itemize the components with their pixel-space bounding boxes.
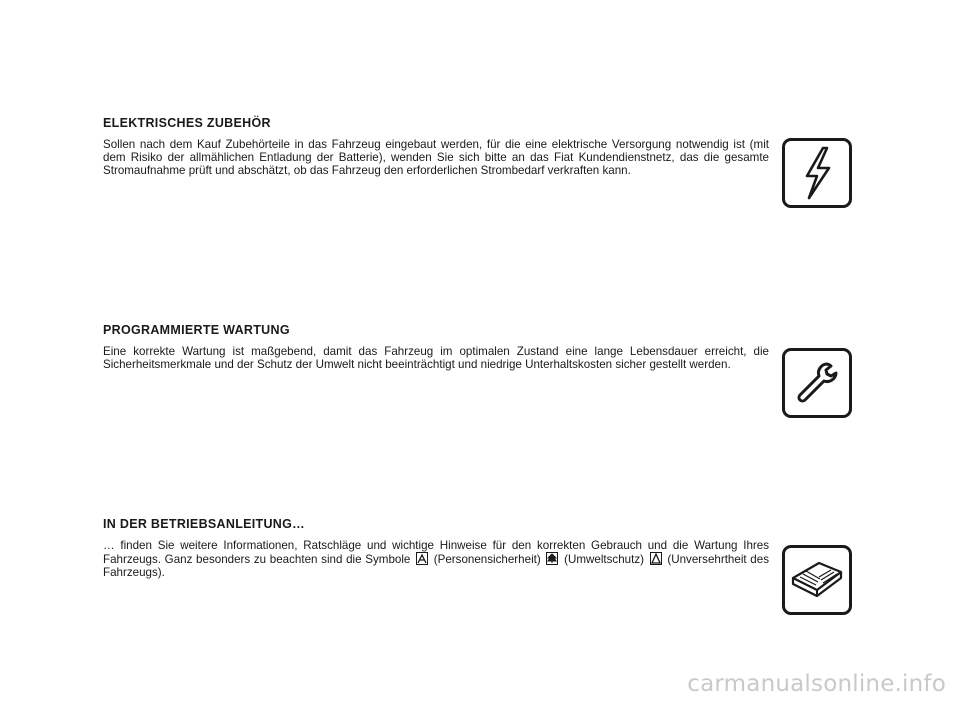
section-heading: IN DER BETRIEBSANLEITUNG… — [103, 517, 305, 531]
text-part: (Personensicherheit) — [433, 553, 541, 567]
person-safety-icon — [416, 552, 428, 565]
section-heading: PROGRAMMIERTE WARTUNG — [103, 323, 290, 337]
section-scheduled-maintenance — [103, 322, 769, 371]
watermark: carmanualsonline.info — [687, 671, 946, 697]
environment-icon — [546, 552, 558, 565]
text-part: (Umweltschutz) — [564, 553, 644, 567]
section-heading: ELEKTRISCHES ZUBEHÖR — [103, 116, 271, 130]
section-text: Sollen nach dem Kauf Zubehörteile in das Fahrzeug eingebaut werden, für die eine elektrische Versorgung notwendig ist (mit dem Risiko der allmählichen Entladung der Batterie), wenden Sie sich bitte an das Fiat Kundendienstnetz, das die gesamte Stromaufnahme prüft und abschätzt, ob das Fahrzeug den erforderlichen Strombedarf verkraften kann. — [103, 138, 769, 178]
section-owners-manual — [103, 516, 769, 580]
section-text — [103, 539, 769, 580]
section-text: Eine korrekte Wartung ist maßgebend, damit das Fahrzeug im optimalen Zustand eine lange Lebensdauer erreicht, die Sicherheitsmerkmale und der Schutz der Umwelt nicht beeinträchtigt und niedrige Unterhaltskosten sicher gestellt werden. — [103, 345, 769, 372]
book-icon — [782, 545, 852, 615]
section-electrical-accessories — [103, 115, 769, 178]
lightning-icon — [782, 138, 852, 208]
text-part: (Unversehrtheit des Fahrzeugs). — [103, 553, 769, 580]
vehicle-integrity-icon — [650, 552, 662, 565]
text-part: … finden Sie weitere Informationen, Ratschläge und wichtige Hinweise für den korrekten Gebrauch und die Wartung Ihres Fahrzeugs. Ganz besonders zu beachten sind die Symbole — [103, 539, 769, 567]
wrench-icon — [782, 348, 852, 418]
